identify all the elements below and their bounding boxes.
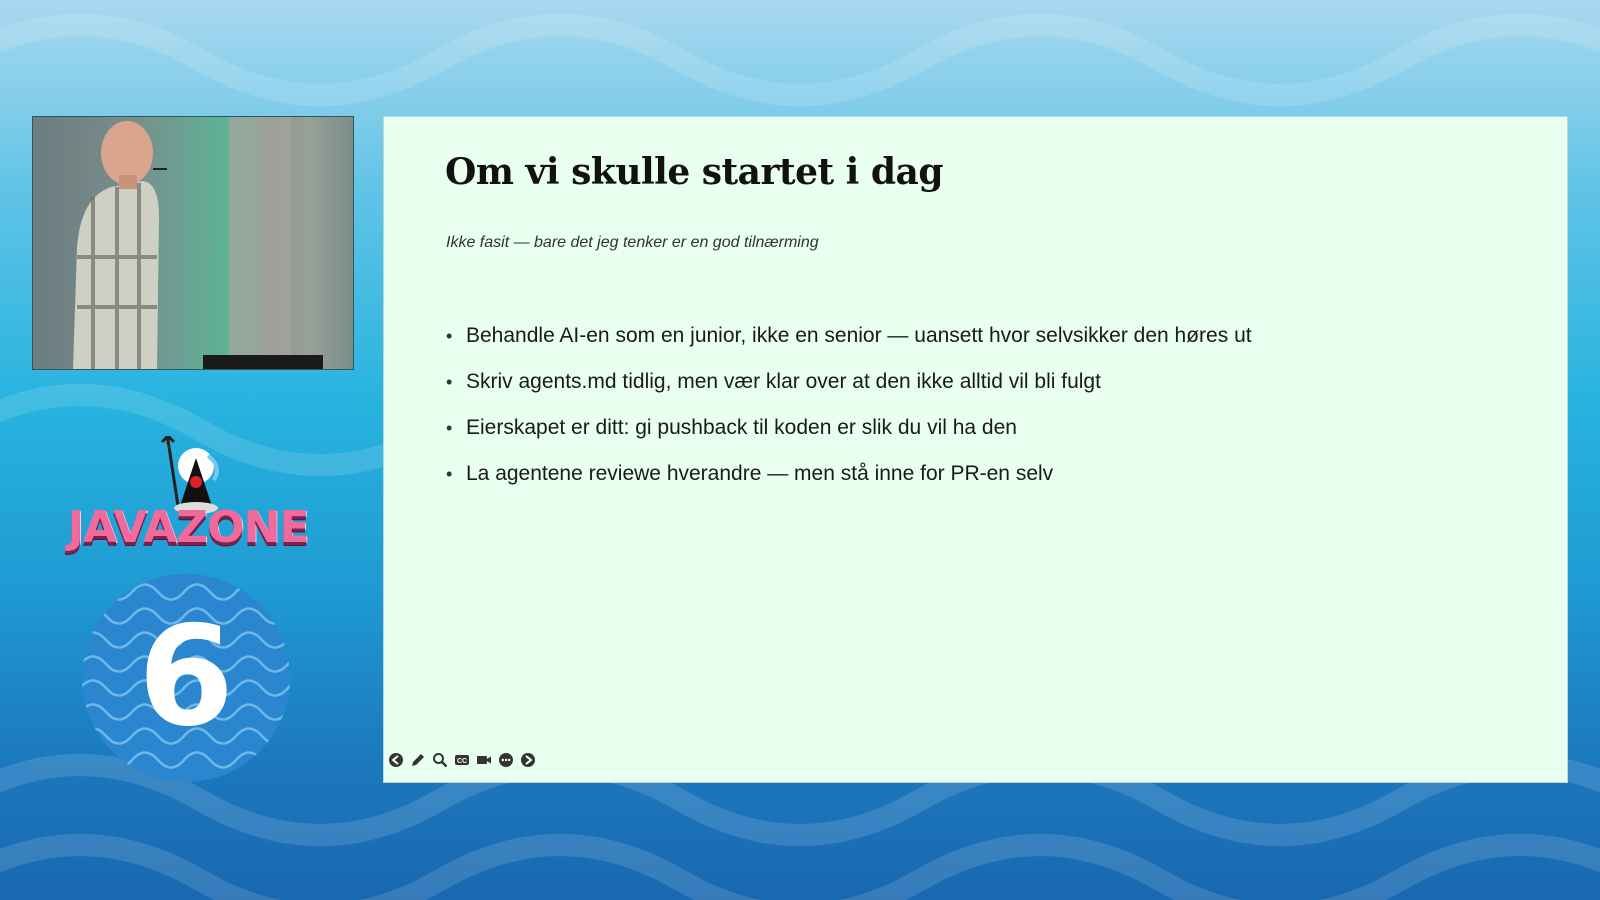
presentation-slide (383, 116, 1568, 783)
more-options-icon[interactable] (496, 750, 515, 769)
bullet-list (446, 323, 1252, 507)
badge-number: 6 (137, 596, 235, 757)
previous-slide-icon[interactable] (386, 750, 405, 769)
slide-controls (384, 750, 537, 770)
slide-title: Om vi skulle startet i dag (445, 151, 944, 193)
pen-icon[interactable] (408, 750, 427, 769)
speaker-figure (33, 117, 353, 369)
speaker-video (32, 116, 354, 370)
captions-icon[interactable] (452, 750, 471, 769)
bullet-item: • La agentene reviewe hverandre — men stå inne for PR-en selv (446, 461, 1252, 507)
slide-subtitle: Ikke fasit — bare det jeg tenker er en god tilnærming (446, 234, 819, 251)
edition-badge (80, 572, 292, 784)
bullet-item: • Skriv agents.md tidlig, men vær klar over at den ikke alltid vil bli fulgt (446, 369, 1252, 415)
javazone-logo (48, 436, 328, 556)
next-slide-icon[interactable] (518, 750, 537, 769)
camera-icon[interactable] (474, 750, 493, 769)
logo-text: JAVAZONE (67, 502, 309, 553)
zoom-icon[interactable] (430, 750, 449, 769)
bullet-item: • Behandle AI-en som en junior, ikke en senior — uansett hvor selvsikker den høres ut (446, 323, 1252, 369)
svg-text:CC: CC (456, 757, 467, 765)
bullet-item: • Eierskapet er ditt: gi pushback til koden er slik du vil ha den (446, 415, 1252, 461)
